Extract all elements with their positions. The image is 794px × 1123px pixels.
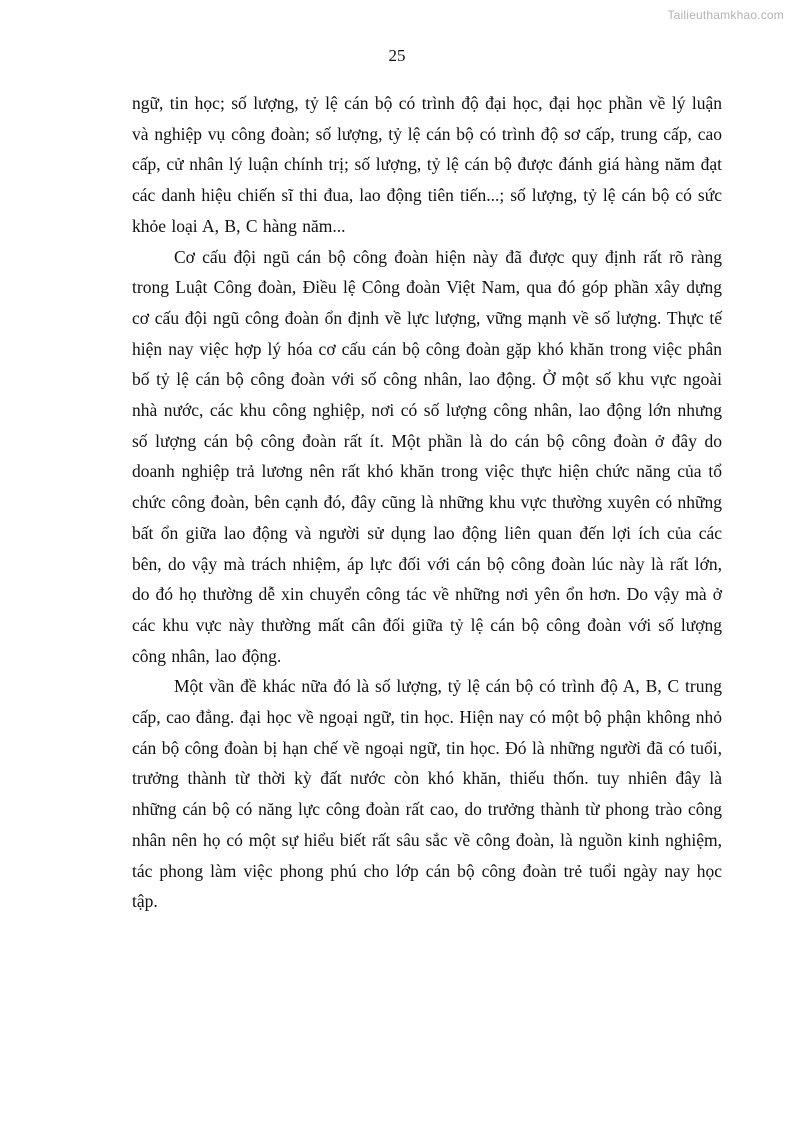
page-number: 25 — [388, 46, 406, 65]
paragraph: Cơ cấu đội ngũ cán bộ công đoàn hiện này đã được quy định rất rõ ràng trong Luật Công đoàn, Điều lệ Công đoàn Việt Nam, qua đó góp phần xây dựng cơ cấu đội ngũ công đoàn ổn định về lực lượng, vững mạnh về số lượng. Thực tế hiện nay việc hợp lý hóa cơ cấu cán bộ công đoàn gặp khó khăn trong việc phân bố tỷ lệ cán bộ công đoàn với số công nhân, lao động. Ở một số khu vực ngoài nhà nước, các khu công nghiệp, nơi có số lượng công nhân, lao động lớn nhưng số lượng cán bộ công đoàn rất ít. Một phần là do cán bộ công đoàn ở đây do doanh nghiệp trả lương nên rất khó khăn trong việc thực hiện chức năng của tổ chức công đoàn, bên cạnh đó, đây cũng là những khu vực thường xuyên có những bất ổn giữa lao động và người sử dụng lao động liên quan đến lợi ích của các bên, do vậy mà trách nhiệm, áp lực đối với cán bộ công đoàn lúc này là rất lớn, do đó họ thường dễ xin chuyển công tác về những nơi yên ổn hơn. Do vậy mà ở các khu vực này thường mất cân đối giữa tỷ lệ cán bộ công đoàn với số lượng công nhân, lao động. — [132, 246, 722, 666]
watermark-text: Tailieuthamkhao.com — [667, 8, 784, 22]
paragraph: Một vần đề khác nữa đó là số lượng, tỷ lệ cán bộ có trình độ A, B, C trung cấp, cao đẳng. đại học về ngoại ngữ, tin học. Hiện nay có một bộ phận không nhỏ cán bộ công đoàn bị hạn chế về ngoại ngữ, tin học. Đó là những người đã có tuổi, trưởng thành từ thời kỳ đất nước còn khó khăn, thiếu thốn. tuy nhiên đây là những cán bộ có năng lực công đoàn rất cao, do trưởng thành từ phong trào công nhân nên họ có một sự hiểu biết rất sâu sắc về công đoàn, là nguồn kinh nghiệm, tác phong làm việc phong phú cho lớp cán bộ công đoàn trẻ tuổi ngày nay học tập. — [132, 676, 722, 912]
body-paragraphs — [132, 88, 722, 917]
paragraph: ngữ, tin học; số lượng, tỷ lệ cán bộ có trình độ đại học, đại học phần về lý luận và nghiệp vụ công đoàn; số lượng, tỷ lệ cán bộ có trình độ sơ cấp, trung cấp, cao cấp, cử nhân lý luận chính trị; số lượng, tỷ lệ cán bộ được đánh giá hàng năm đạt các danh hiệu chiến sĩ thi đua, lao động tiên tiến...; số lượng, tỷ lệ cán bộ có sức khỏe loại A, B, C hàng năm... — [132, 93, 722, 236]
